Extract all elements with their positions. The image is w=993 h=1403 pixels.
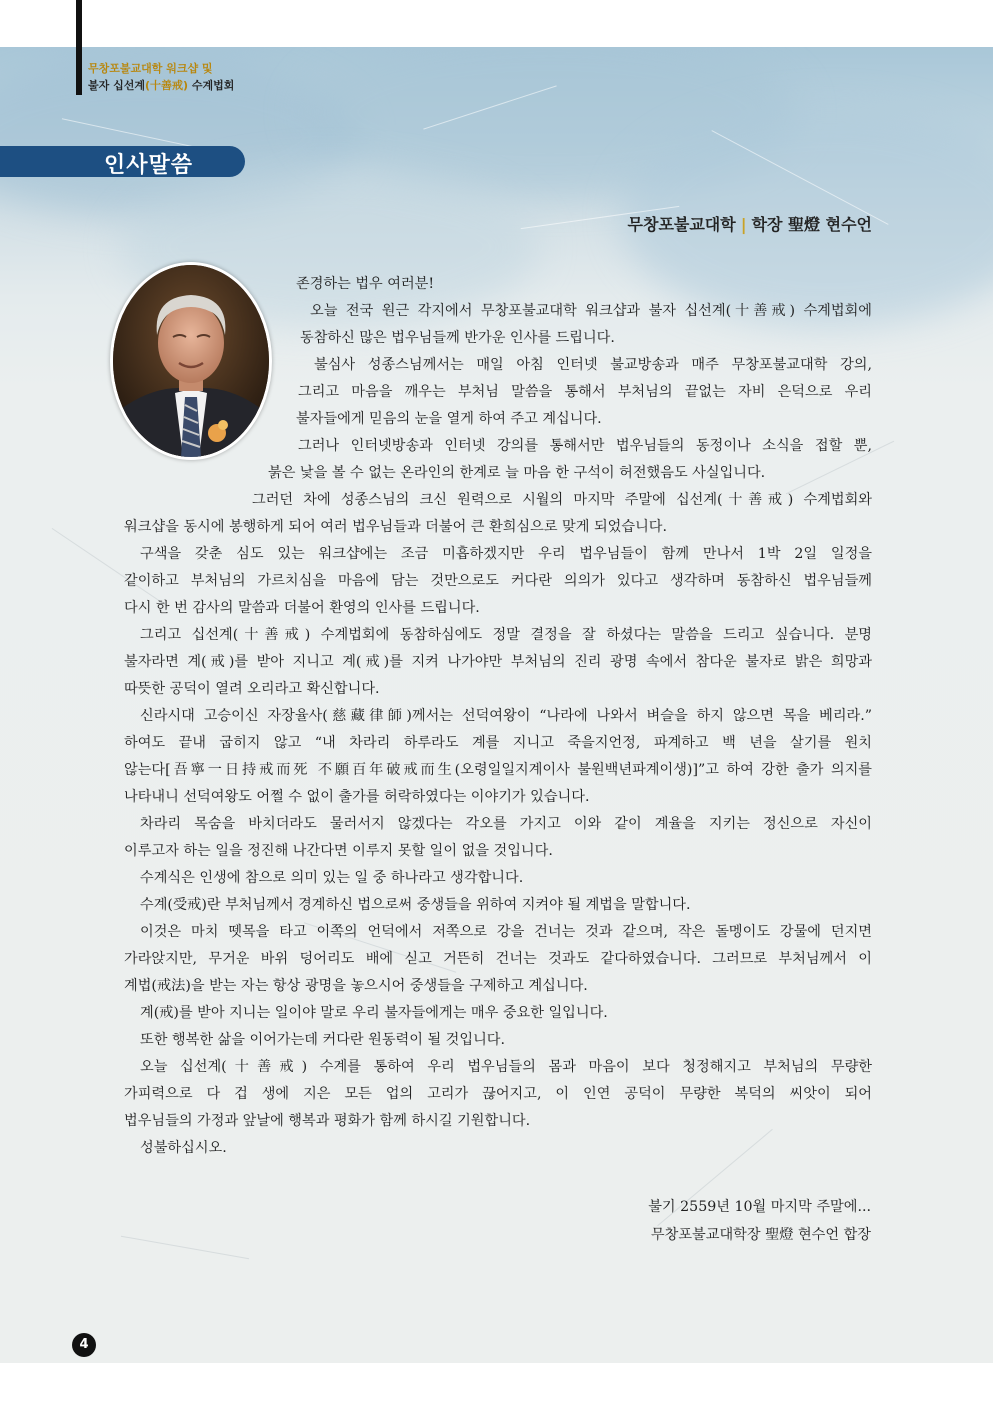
- byline-role: 학장 聖燈 현수언: [751, 215, 872, 234]
- body-line: 계법(戒法)을 받는 자는 항상 광명을 놓으시어 중생들을 구제하고 계십니다.: [124, 978, 588, 994]
- portrait-image-icon: [113, 265, 269, 457]
- body-line: 이루고자 하는 일을 정진해 나간다면 이루지 못할 일이 없을 것입니다.: [124, 843, 553, 859]
- body-line: 오늘 십선계(十善戒) 수계를 통하여 우리 법우님들의 몸과 마음이 보다 청정해지고 부처님의 무량한: [140, 1059, 872, 1075]
- body-line: 않는다[吾寧一日持戒而死 不願百年破戒而生(오령일일지계이사 불원백년파계이생)]”고 하여 강한 출가 의지를: [124, 762, 872, 778]
- body-line: 구색을 갖춘 심도 있는 워크샵에는 조금 미흡하겠지만 우리 법우님들이 함께 만나서 1박 2일 일정을: [140, 546, 872, 562]
- body-line: 수계식은 인생에 참으로 의미 있는 일 중 하나라고 생각합니다.: [140, 870, 524, 886]
- body-line: 존경하는 법우 여러분!: [296, 276, 435, 292]
- body-line: 가피력으로 다 겁 생에 지은 모든 업의 고리가 끊어지고, 이 인연 공덕이 무량한 복덕의 씨앗이 되어: [124, 1086, 872, 1102]
- body-line: 동참하신 많은 법우님들께 반가운 인사를 드립니다.: [300, 330, 615, 346]
- body-line: 불자들에게 믿음의 눈을 열게 하여 주고 계십니다.: [296, 411, 602, 427]
- body-line: 불심사 성종스님께서는 매일 아침 인터넷 불교방송과 매주 무창포불교대학 강의,: [314, 357, 872, 373]
- body-line: 성불하십시오.: [140, 1140, 227, 1156]
- body-line: 같이하고 부처님의 가르치심을 마음에 담는 것만으로도 커다란 의의가 있다고 생각하며 동참하신 법우님들께: [124, 573, 872, 589]
- running-header-line1: 무창포불교대학 워크샵 및: [88, 62, 213, 75]
- byline: [628, 212, 872, 235]
- body-line: 수계(受戒)란 부처님께서 경계하신 법으로써 중생들을 위하여 지켜야 될 계법을 말합니다.: [140, 897, 691, 913]
- body-line: 그리고 마음을 깨우는 부처님 말씀을 통해서 부처님의 끝없는 자비 은덕으로 우리: [298, 384, 872, 400]
- body-line: 붉은 낯을 볼 수 없는 온라인의 한계로 늘 마음 한 구석이 허전했음도 사실입니다.: [268, 465, 766, 481]
- body-line: 그러던 차에 성종스님의 크신 원력으로 시월의 마지막 주말에 십선계(十善戒) 수계법회와: [252, 492, 872, 508]
- header-accent-bar: [76, 0, 82, 95]
- byline-org: 무창포불교대학: [627, 215, 736, 234]
- closing-date: 불기 2559년 10월 마지막 주말에...: [648, 1199, 871, 1215]
- body-line: 법우님들의 가정과 앞날에 행복과 평화가 함께 하시길 기원합니다.: [124, 1113, 531, 1129]
- running-header: [88, 60, 234, 94]
- byline-separator: |: [740, 215, 747, 234]
- body-line: 따뜻한 공덕이 열려 오리라고 확신합니다.: [124, 681, 380, 697]
- body-line: 불자라면 계(戒)를 받아 지니고 계(戒)를 지켜 나가야만 부처님의 진리 광명 속에서 참다운 불자로 밝은 희망과: [124, 654, 872, 670]
- closing-block: [648, 1193, 871, 1249]
- body-line: 계(戒)를 받아 지니는 일이야 말로 우리 불자들에게는 매우 중요한 일입니다.: [140, 1005, 608, 1021]
- body-line: 그러나 인터넷방송과 인터넷 강의를 통해서만 법우님들의 동정이나 소식을 접할 뿐,: [298, 438, 872, 454]
- section-title-tab: [0, 146, 245, 177]
- section-title: 인사말씀: [104, 153, 194, 178]
- page-number: 4: [72, 1333, 96, 1357]
- body-line: 그리고 십선계(十善戒) 수계법회에 동참하심에도 정말 결정을 잘 하셨다는 말씀을 드리고 싶습니다. 분명: [140, 627, 872, 643]
- body-line: 나타내니 선덕여왕도 어쩔 수 없이 출가를 허락하였다는 이야기가 있습니다.: [124, 789, 590, 805]
- body-line: 신라시대 고승이신 자장율사(慈藏律師)께서는 선덕여왕이 “나라에 나와서 벼슬을 하지 않으면 목을 베리라.”: [140, 708, 872, 724]
- closing-signature: 무창포불교대학장 聖燈 현수언 합장: [650, 1227, 871, 1243]
- author-portrait: [110, 262, 272, 460]
- body-line: 차라리 목숨을 바치더라도 물러서지 않겠다는 각오를 가지고 이와 같이 계율을 지키는 정신으로 자신이: [140, 816, 872, 832]
- body-line: 다시 한 번 감사의 말씀과 더불어 환영의 인사를 드립니다.: [124, 600, 480, 616]
- body-line: 이것은 마치 뗏목을 타고 이쪽의 언덕에서 저쪽으로 강을 건너는 것과 같으며, 작은 돌멩이도 강물에 던지면: [140, 924, 872, 940]
- body-line: 가라앉지만, 무거운 바위 덩어리도 배에 싣고 거뜬히 건너는 것과도 같다하였습니다. 그러므로 부처님께서 이: [124, 951, 872, 967]
- running-header-line2: 불자 십선계(十善戒) 수계법회: [88, 79, 235, 92]
- body-line: 오늘 전국 원근 각지에서 무창포불교대학 워크샵과 불자 십선계(十善戒) 수계법회에: [310, 303, 872, 319]
- body-line: 워크샵을 동시에 봉행하게 되어 여러 법우님들과 더불어 큰 환희심으로 맞게 되었습니다.: [124, 519, 667, 535]
- body-line: 또한 행복한 삶을 이어가는데 커다란 원동력이 될 것입니다.: [140, 1032, 506, 1048]
- body-line: 하여도 끝내 굽히지 않고 “내 차라리 하루라도 계를 지니고 죽을지언정, 파계하고 백 년을 살기를 원치: [124, 735, 872, 751]
